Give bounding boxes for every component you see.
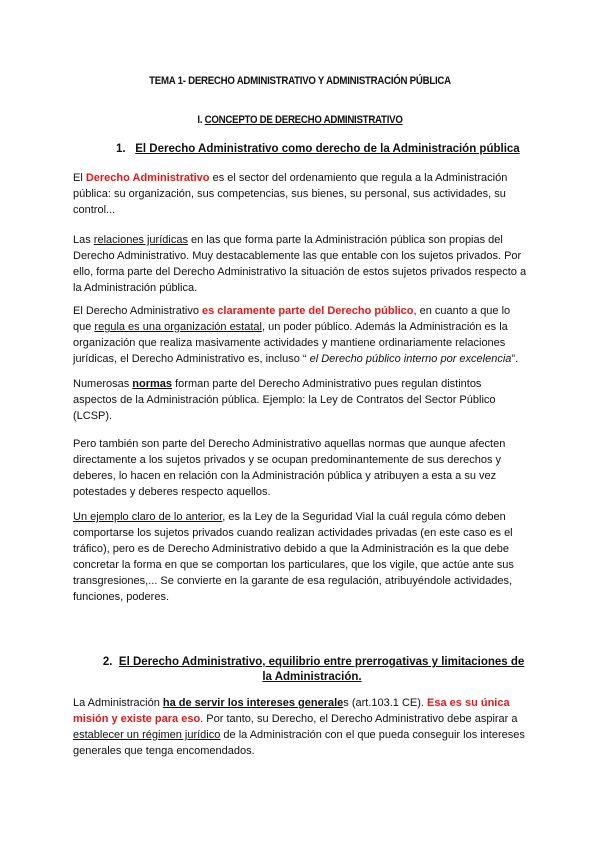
- p7-text-a: La Administración: [73, 697, 163, 709]
- document-title: TEMA 1- DERECHO ADMINISTRATIVO Y ADMINISTRACIÓN PÚBLICA: [149, 75, 451, 87]
- heading-1-number: 1.: [116, 143, 126, 155]
- p7-text-g: de la Administración con el que pueda conseguir los intereses generales que tenga encomendados.: [73, 729, 525, 757]
- section-label: CONCEPTO DE DERECHO ADMINISTRATIVO: [204, 114, 403, 126]
- p4-text-c: forman parte del Derecho Administrativo pues regulan distintos aspectos de la Administración pública. Ejemplo: la Ley de Contratos del Sector Público (LCSP).: [73, 378, 496, 422]
- paragraph-public-law: [73, 303, 528, 367]
- heading-1: [116, 142, 520, 157]
- p3-italic: el Derecho público interno por excelencia: [309, 353, 512, 365]
- p3-text-g: ”.: [511, 353, 519, 365]
- section-prefix: I.: [197, 114, 205, 126]
- p2-text-c: en las que forma parte la Administración pública son propias del Derecho Administrativo. Muy destacablemente las que entable con los sujetos privados. Por ello, forma parte del Derecho Administrativo la situación de estos sujetos privados respecto a la Administración pública.: [73, 234, 527, 294]
- p1-text-c: es el sector del ordenamiento que regula a la Administración pública: su organización, sus competencias, sus bienes, su personal, sus actividades, su control...: [73, 172, 508, 216]
- p6-underlined: Un ejemplo claro de lo anterior: [73, 511, 223, 523]
- heading-2: [97, 655, 527, 685]
- p5-text: Pero también son parte del Derecho Administrativo aquellas normas que aunque afecten directamente a los sujetos privados y se ocupan predominantemente de sus derechos y deberes, lo hacen en relación con la Administración pública y atribuyen a esta a su vez potestades y deberes respecto aquellos.: [73, 438, 506, 498]
- heading-2-text: El Derecho Administrativo, equilibrio entre prerrogativas y limitaciones de la Administración.: [118, 656, 525, 683]
- p3-text-a: El Derecho Administrativo: [73, 305, 202, 317]
- p7-underlined: establecer un régimen jurídico: [73, 729, 221, 741]
- p7-bold-underlined: ha de servir los intereses generale: [162, 697, 344, 709]
- paragraph-relations: [73, 232, 528, 296]
- heading-2-number: 2.: [102, 656, 113, 668]
- p6-text-b: , es la Ley de la Seguridad Vial la cuál regula cómo deben comportarse los sujetos privados cuando realizan actividades privadas (en este caso es el tráfico), pero es de Derecho Administrativo debido a que la Administración es la que debe concretar la forma en que se comportan los particulares, que los vigile, que actúe ante sus transgresiones,... Se convierte en la garante de esa regulación, atribuyéndole actividades, funciones, poderes.: [73, 511, 514, 603]
- p7-text-c: s (art.103.1 CE).: [343, 697, 428, 709]
- section-heading: [36, 114, 564, 126]
- paragraph-norms: [73, 376, 528, 424]
- paragraph-definition: [73, 170, 528, 218]
- p3-highlight: es claramente parte del Derecho público: [202, 305, 414, 317]
- p4-bold-underlined: normas: [132, 378, 173, 390]
- paragraph-general-interest: [73, 695, 528, 759]
- p3-text-e: , un poder público. Además la Administración es la organización que realiza masivamente actividades y mantiene ordinariamente relaciones jurídicas, el Derecho Administrativo es, incluso “: [73, 321, 508, 365]
- p7-text-e: . Por tanto, su Derecho, el Derecho Administrativo debe aspirar a: [200, 713, 518, 725]
- p3-underlined: regula es una organización estatal: [94, 321, 262, 333]
- p1-text-a: El: [73, 172, 86, 184]
- paragraph-private-norms: [73, 436, 528, 500]
- heading-1-text: El Derecho Administrativo como derecho de la Administración pública: [135, 143, 520, 155]
- p3-text-c: , en cuanto a que lo que: [73, 305, 511, 333]
- p2-underlined: relaciones jurídicas: [93, 234, 188, 246]
- p2-text-a: Las: [73, 234, 94, 246]
- p1-highlight: Derecho Administrativo: [85, 172, 210, 184]
- p7-highlight: Esa es su única misión y existe para eso: [73, 697, 510, 725]
- paragraph-example: [73, 509, 528, 605]
- p4-text-a: Numerosas: [73, 378, 133, 390]
